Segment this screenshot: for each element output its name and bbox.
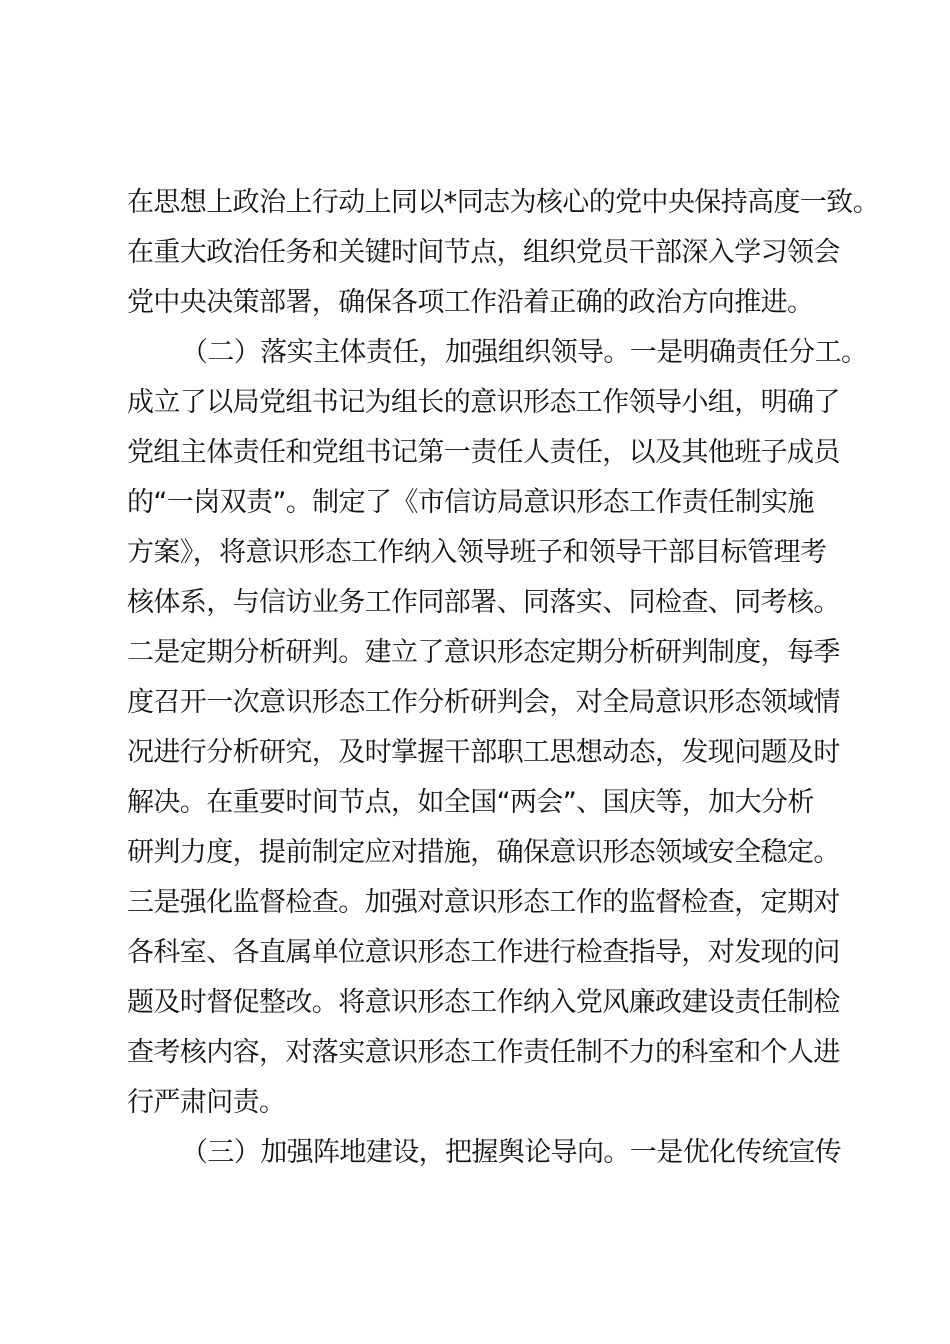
text-line: 党组主体责任和党组书记第一责任人责任，以及其他班子成员: [127, 437, 840, 468]
text-line: 的“一岗双责”。制定了《市信访局意识形态工作责任制实施: [127, 487, 814, 518]
text-line: 题及时督促整改。将意识形态工作纳入党风廉政建设责任制检: [127, 987, 840, 1018]
text-line: 度召开一次意识形态工作分析研判会，对全局意识形态领域情: [127, 687, 840, 718]
text-line: 在思想上政治上行动上同以*同志为核心的党中央保持高度一致。: [127, 187, 880, 218]
text-line: 况进行分析研究，及时掌握干部职工思想动态，发现问题及时: [127, 737, 840, 768]
text-line: 成立了以局党组书记为组长的意识形态工作领导小组，明确了: [127, 387, 840, 418]
text-line: 二是定期分析研判。建立了意识形态定期分析研判制度，每季: [127, 637, 840, 668]
section-heading-line: （三）加强阵地建设，把握舆论导向。一是优化传统宣传: [181, 1137, 841, 1168]
text-line: 研判力度，提前制定应对措施，确保意识形态领域安全稳定。: [127, 837, 840, 868]
text-line: 行严肃问责。: [127, 1087, 286, 1118]
text-line: 解决。在重要时间节点，如全国“两会”、国庆等，加大分析: [127, 787, 814, 818]
document-body: [127, 178, 880, 1178]
section-heading-line: （二）落实主体责任，加强组织领导。一是明确责任分工。: [181, 337, 868, 368]
text-line: 在重大政治任务和关键时间节点，组织党员干部深入学习领会: [127, 237, 840, 268]
text-line: 各科室、各直属单位意识形态工作进行检查指导，对发现的问: [127, 937, 840, 968]
text-line: 查考核内容，对落实意识形态工作责任制不力的科室和个人进: [127, 1037, 840, 1068]
text-line: 党中央决策部署，确保各项工作沿着正确的政治方向推进。: [127, 287, 814, 318]
text-line: 核体系，与信访业务工作同部署、同落实、同检查、同考核。: [127, 587, 840, 618]
text-line: 三是强化监督检查。加强对意识形态工作的监督检查，定期对: [127, 887, 840, 918]
text-line: 方案》，将意识形态工作纳入领导班子和领导干部目标管理考: [127, 537, 827, 568]
